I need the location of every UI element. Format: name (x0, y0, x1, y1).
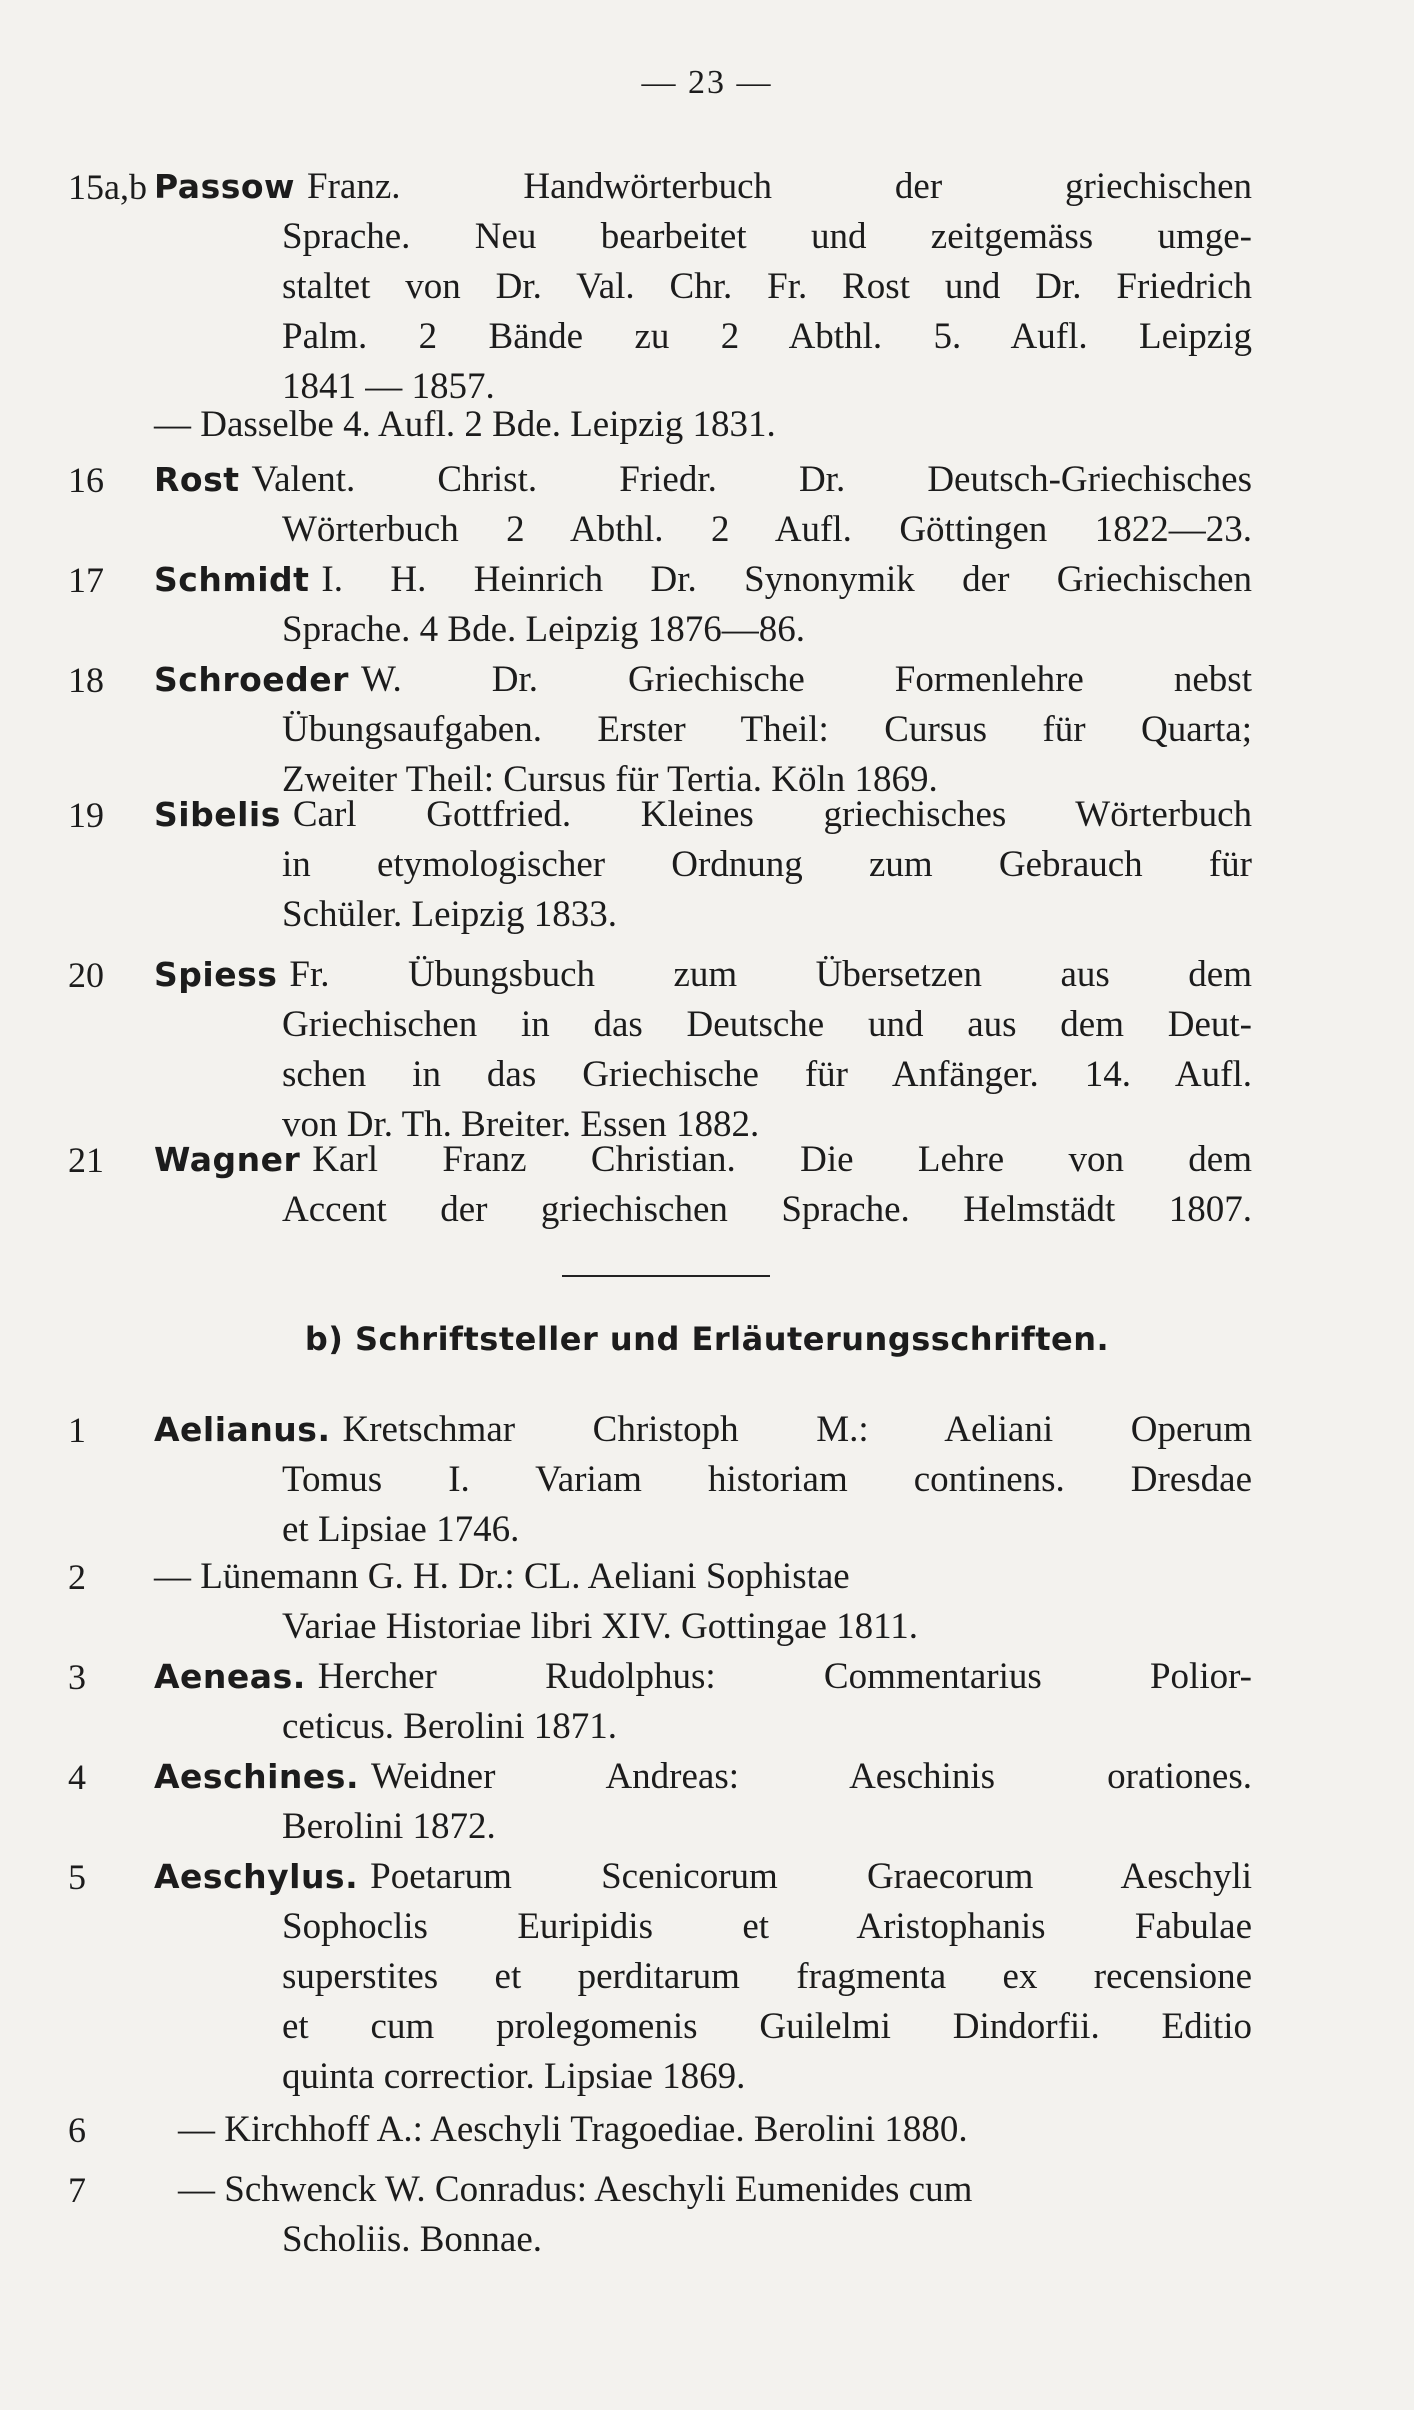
entry-line-text: Poetarum Scenicorum Graecorum Aeschyli (370, 1856, 1252, 1897)
entry-number: 5 (68, 1857, 86, 1897)
entry-text (154, 1405, 1252, 1555)
entry-line-text: W. Dr. Griechische Formenlehre nebst (360, 659, 1252, 700)
entry-line: ceticus. Berolini 1871. (282, 1706, 617, 1747)
entry-line (154, 1135, 1252, 1185)
entry-line: Scholiis. Bonnae. (282, 2219, 543, 2260)
entry-author: Aelianus. (154, 1410, 331, 1449)
entry-line (154, 1552, 1252, 1602)
entry-number: 4 (68, 1757, 86, 1797)
entry-line: Schüler. Leipzig 1833. (282, 894, 617, 935)
entry-author: Aeschylus. (154, 1857, 359, 1896)
entry-text (154, 400, 1252, 450)
entry-author: Aeschines. (154, 1757, 359, 1796)
entry-number: 16 (68, 460, 104, 500)
entry-text (178, 2105, 1252, 2155)
entry-line: Zweiter Theil: Cursus für Tertia. Köln 1869. (282, 759, 938, 800)
entry-line (154, 950, 1252, 1000)
entry-line-text: Fr. Übungsbuch zum Übersetzen aus dem (289, 954, 1252, 995)
entry-number: 3 (68, 1657, 86, 1697)
page-number: — 23 — (641, 64, 773, 101)
entry-line: von Dr. Th. Breiter. Essen 1882. (282, 1104, 760, 1145)
entry-line (154, 1405, 1252, 1455)
entry-author: Schmidt (154, 560, 310, 599)
entry-line: in etymologischer Ordnung zum Gebrauch für (282, 844, 1252, 885)
entry-line: quinta correctior. Lipsiae 1869. (282, 2056, 746, 2097)
entry-number: 17 (68, 560, 104, 600)
entry-line: Griechischen in das Deutsche und aus dem Deut- (282, 1004, 1252, 1045)
entry-text (154, 1652, 1252, 1752)
entry-author: Schroeder (154, 660, 349, 699)
entry-line-text: I. H. Heinrich Dr. Synonymik der Griechischen (321, 559, 1252, 600)
entry-line: Tomus I. Variam historiam continens. Dresdae (282, 1459, 1252, 1500)
entry-line (154, 555, 1252, 605)
entry-line: staltet von Dr. Val. Chr. Fr. Rost und Dr. Friedrich (282, 266, 1252, 307)
entry-author: Wagner (154, 1140, 301, 1179)
entry-line: Übungsaufgaben. Erster Theil: Cursus für Quarta; (282, 709, 1252, 750)
entry-number: 20 (68, 955, 104, 995)
entry-line-text: Kretschmar Christoph M.: Aeliani Operum (342, 1409, 1252, 1450)
entry-line-text: Weidner Andreas: Aeschinis orationes. (370, 1756, 1252, 1797)
entry-line: Sprache. 4 Bde. Leipzig 1876—86. (282, 609, 806, 650)
entry-line (154, 1652, 1252, 1702)
entry-line: 1841 — 1857. (282, 366, 495, 407)
entry-line: Sprache. Neu bearbeitet und zeitgemäss umge- (282, 216, 1252, 257)
entry-number: 7 (68, 2170, 86, 2210)
entry-line: Palm. 2 Bände zu 2 Abthl. 5. Aufl. Leipzig (282, 316, 1252, 357)
entry-line-text: Karl Franz Christian. Die Lehre von dem (312, 1139, 1252, 1180)
entry-line (154, 162, 1252, 212)
entry-line: et Lipsiae 1746. (282, 1509, 520, 1550)
entry-line-text: Carl Gottfried. Kleines griechisches Wörterbuch (292, 794, 1252, 835)
entry-text (154, 790, 1252, 940)
entry-number: 21 (68, 1140, 104, 1180)
entry-author: Passow (154, 167, 296, 206)
section-heading: b) Schriftsteller und Erläuterungsschriften. (304, 1320, 1110, 1358)
entry-text (154, 1752, 1252, 1852)
entry-number: 1 (68, 1410, 86, 1450)
entry-line (154, 790, 1252, 840)
entry-line: superstites et perditarum fragmenta ex recensione (282, 1956, 1252, 1997)
entry-line: et cum prolegomenis Guilelmi Dindorfii. Editio (282, 2006, 1252, 2047)
entry-number: 15a,b (68, 167, 147, 207)
entry-line: — Kirchhoff A.: Aeschyli Tragoediae. Berolini 1880. (178, 2109, 968, 2150)
entry-line-text: Valent. Christ. Friedr. Dr. Deutsch-Griechisches (251, 459, 1252, 500)
entry-line: schen in das Griechische für Anfänger. 14. Aufl. (282, 1054, 1252, 1095)
entry-number: 18 (68, 660, 104, 700)
entry-line: Sophoclis Euripidis et Aristophanis Fabulae (282, 1906, 1252, 1947)
entry-line: Variae Historiae libri XIV. Gottingae 1811. (282, 1606, 919, 1647)
entry-text (154, 455, 1252, 555)
entry-text (154, 655, 1252, 805)
entry-text (154, 950, 1252, 1150)
entry-text (178, 2165, 1252, 2265)
entry-line (154, 655, 1252, 705)
entry-text (154, 1552, 1252, 1652)
entry-author: Rost (154, 460, 240, 499)
entry-line (154, 1752, 1252, 1802)
entry-line (154, 1852, 1252, 1902)
entry-text (154, 162, 1252, 412)
entry-line: — Dasselbe 4. Aufl. 2 Bde. Leipzig 1831. (154, 404, 776, 445)
section-divider (562, 1275, 770, 1277)
entry-line: — Schwenck W. Conradus: Aeschyli Eumenides cum (178, 2169, 973, 2210)
entry-number: 6 (68, 2110, 86, 2150)
entry-line: Accent der griechischen Sprache. Helmstädt 1807. (282, 1189, 1252, 1230)
entry-text (154, 1852, 1252, 2102)
entry-line-text: — Lünemann G. H. Dr.: CL. Aeliani Sophistae (154, 1556, 850, 1597)
entry-text (154, 1135, 1252, 1235)
entry-line-text: Franz. Handwörterbuch der griechischen (307, 166, 1252, 207)
entry-text (154, 555, 1252, 655)
entry-number: 2 (68, 1557, 86, 1597)
entry-author: Aeneas. (154, 1657, 306, 1696)
entry-author: Spiess (154, 955, 278, 994)
entry-line: Wörterbuch 2 Abthl. 2 Aufl. Göttingen 1822—23. (282, 509, 1252, 550)
entry-number: 19 (68, 795, 104, 835)
entry-line-text: Hercher Rudolphus: Commentarius Polior- (317, 1656, 1252, 1697)
entry-line: Berolini 1872. (282, 1806, 496, 1847)
entry-author: Sibelis (154, 795, 281, 834)
entry-line (154, 455, 1252, 505)
